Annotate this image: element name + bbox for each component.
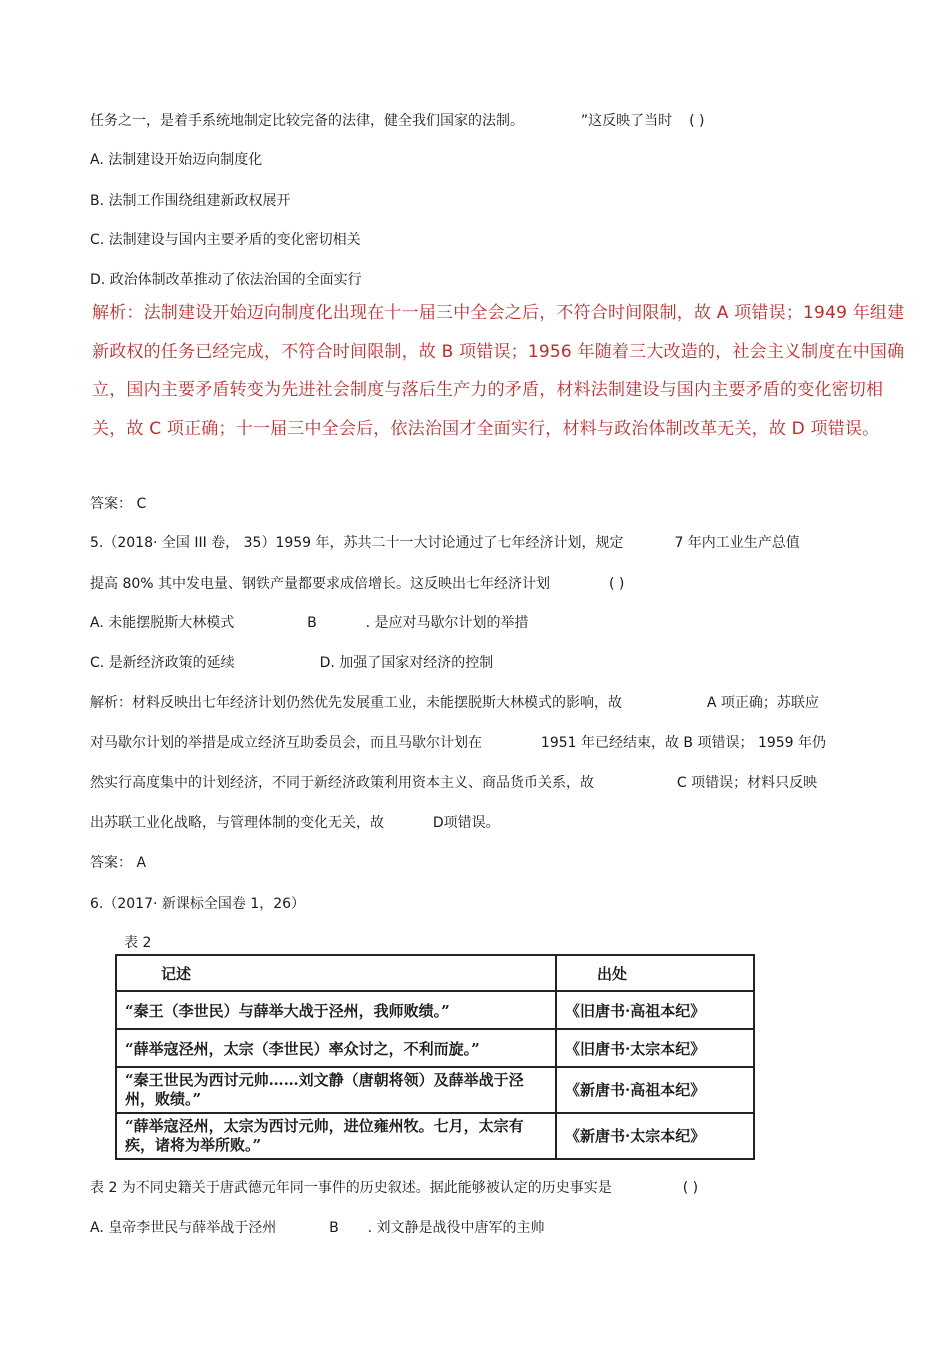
q4-analysis-line: 解析：法制建设开始迈向制度化出现在十一届三中全会之后，不符合时间限制，故 A 项错误；1949 年组建 <box>92 303 905 323</box>
table-row <box>116 1067 754 1113</box>
q4-analysis <box>92 294 905 448</box>
table-cell-source: 《旧唐书·高祖本纪》 <box>556 991 754 1029</box>
q6-question-text: 表 2 为不同史籍关于唐武德元年同一事件的历史叙述。据此能够被认定的历史事实是 <box>90 1180 612 1196</box>
q6-option-a: A. 皇帝李世民与薛举战于泾州 <box>90 1220 277 1236</box>
table-cell-source: 《新唐书·太宗本纪》 <box>556 1113 754 1159</box>
table-cell-record: “薛举寇泾州，太宗为西讨元帅，进位雍州牧。七月，太宗有疾，诸将为举所败。” <box>116 1113 556 1159</box>
q5-analysis-text: 1951 年已经结束，故 B 项错误； 1959 年仍 <box>540 735 827 751</box>
q4-analysis-line: 关，故 C 项正确；十一届三中全会后，依法治国才全面实行，材料与政治体制改革无关，故 D 项错误。 <box>92 418 880 439</box>
q5-stem-line1-a: 5.（2018· 全国 III 卷， 35）1959 年，苏共二十一大讨论通过了七年经济计划，规定 <box>90 535 624 551</box>
q4-answer-paren: ( ) <box>689 113 705 129</box>
q5-option-a: A. 未能摆脱斯大林模式 <box>90 615 235 631</box>
q5-option-b-letter: B <box>307 615 317 631</box>
q4-option-a: A. 法制建设开始迈向制度化 <box>90 152 263 168</box>
q5-stem-line2-a: 提高 80% 其中发电量、钢铁产量都要求成倍增长。这反映出七年经济计划 <box>90 576 551 592</box>
q5-answer-paren: ( ) <box>608 576 625 592</box>
table-cell-source: 《旧唐书·太宗本纪》 <box>556 1029 754 1067</box>
table-caption: 表 2 <box>124 935 152 951</box>
q4-option-b: B. 法制工作围绕组建新政权展开 <box>90 193 291 209</box>
table-header-source: 出处 <box>556 955 754 991</box>
q4-option-d: D. 政治体制改革推动了依法治国的全面实行 <box>90 272 362 288</box>
q4-option-c: C. 法制建设与国内主要矛盾的变化密切相关 <box>90 232 361 248</box>
q6-option-b: . 刘文静是战役中唐军的主帅 <box>367 1220 545 1236</box>
table-row <box>116 991 754 1029</box>
q6-question <box>90 1178 698 1198</box>
q5-analysis-line <box>90 773 817 793</box>
table-cell-record: “秦王（李世民）与薛举大战于泾州，我师败绩。” <box>116 991 556 1029</box>
q4-analysis-line: 新政权的任务已经完成，不符合时间限制，故 B 项错误；1956 年随着三大改造的，社会主义制度在中国确 <box>92 341 905 362</box>
q5-options-cd <box>90 653 493 673</box>
q6-option-b-letter: B <box>329 1220 339 1236</box>
table-header-row <box>116 955 754 991</box>
q5-analysis-text: C 项错误；材料只反映 <box>676 775 818 791</box>
table-cell-source: 《新唐书·高祖本纪》 <box>556 1067 754 1113</box>
history-table <box>115 954 755 1160</box>
q4-answer: 答案： C <box>90 496 147 512</box>
q6-stem: 6.（2017· 新课标全国卷 1，26） <box>90 896 306 912</box>
q5-analysis-text: 出苏联工业化战略，与管理体制的变化无关，故 <box>90 815 384 831</box>
q4-stem-text: 任务之一，是着手系统地制定比较完备的法律，健全我们国家的法制。 <box>90 113 524 129</box>
q4-analysis-line: 立，国内主要矛盾转变为先进社会制度与落后生产力的矛盾，材料法制建设与国内主要矛盾的变化密切相 <box>92 380 884 400</box>
q6-options-ab <box>90 1218 545 1238</box>
q5-analysis-text: 对马歇尔计划的举措是成立经济互助委员会，而且马歇尔计划在 <box>90 735 482 751</box>
q5-stem-line2 <box>90 574 624 594</box>
table-header-record: 记述 <box>116 955 556 991</box>
q4-stem <box>90 111 704 131</box>
q5-analysis-line <box>90 813 500 833</box>
q5-analysis-text: 然实行高度集中的计划经济，不同于新经济政策利用资本主义、商品货币关系，故 <box>90 775 594 791</box>
q5-answer: 答案： A <box>90 855 147 871</box>
q6-answer-paren: ( ) <box>682 1180 699 1196</box>
q5-options-ab <box>90 613 529 633</box>
q5-analysis-text: A 项正确；苏联应 <box>706 695 819 711</box>
table-row <box>116 1113 754 1159</box>
table-cell-record: “薛举寇泾州，太宗（李世民）率众讨之，不利而旋。” <box>116 1029 556 1067</box>
q5-analysis-text: D项错误。 <box>432 815 500 831</box>
table-row <box>116 1029 754 1067</box>
q5-analysis-text: 解析：材料反映出七年经济计划仍然优先发展重工业，未能摆脱斯大林模式的影响，故 <box>90 695 622 711</box>
q5-option-d: D. 加强了国家对经济的控制 <box>319 655 494 671</box>
q5-analysis-line <box>90 733 826 753</box>
q5-stem-line1 <box>90 533 800 553</box>
q5-option-b: . 是应对马歇尔计划的举措 <box>365 615 529 631</box>
q5-option-c: C. 是新经济政策的延续 <box>90 655 235 671</box>
table-cell-record: “秦王世民为西讨元帅……刘文静（唐朝将领）及薛举战于泾州，败绩。” <box>116 1067 556 1113</box>
q4-stem-quote: ”这反映了当时 <box>580 113 673 129</box>
q5-stem-line1-b: 7 年内工业生产总值 <box>674 535 800 551</box>
q5-analysis-line <box>90 693 819 713</box>
